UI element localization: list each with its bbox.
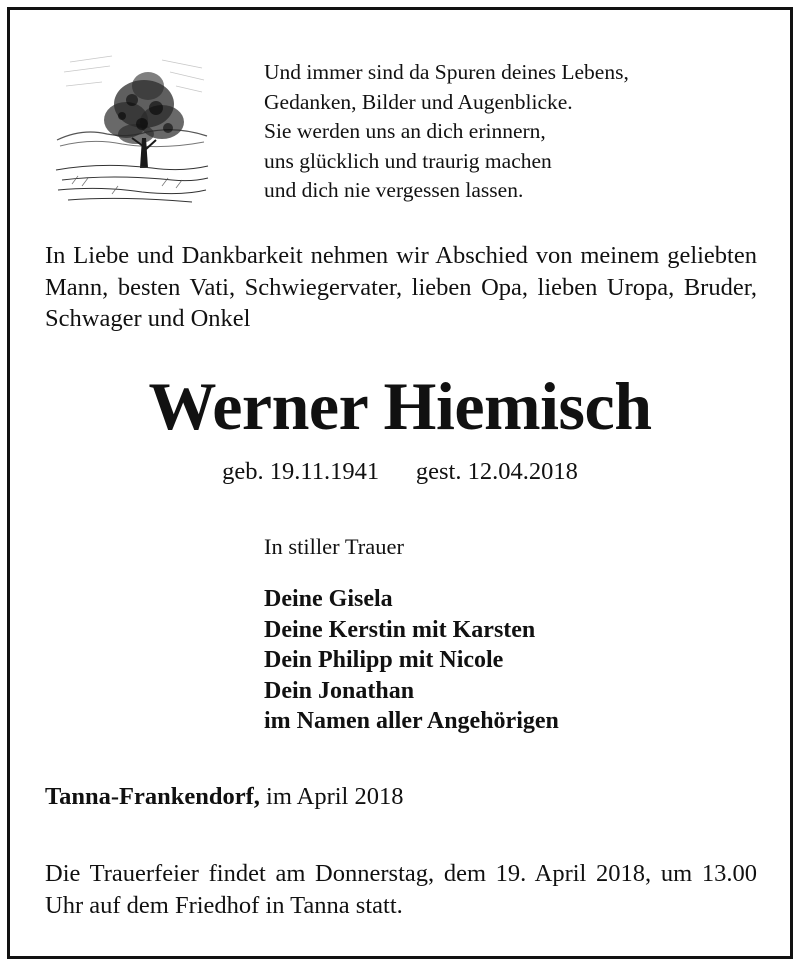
mourner: Dein Jonathan [264, 677, 415, 704]
month-year: im April 2018 [259, 783, 404, 810]
life-dates [0, 456, 800, 488]
poem [264, 58, 629, 206]
ceremony-info: Die Trauerfeier findet am Donnerstag, dem 19. April 2018, um 13.00 Uhr auf dem Friedhof in Tanna statt. [45, 860, 757, 919]
place-date [45, 781, 404, 813]
mourner: Deine Gisela [264, 586, 393, 612]
mourner: Deine Kerstin mit Karsten [264, 616, 536, 643]
intro-text: In Liebe und Dankbarkeit nehmen wir Abschied von meinem geliebten Mann, besten Vati, Schwiegervater, lieben Opa, lieben Uropa, Bruder, Schwager und Onkel [45, 242, 757, 332]
mourning-label: In stiller Trauer [264, 534, 404, 559]
poem-line: und dich nie vergessen lassen. [264, 178, 524, 202]
death-date: gest. 12.04.2018 [415, 458, 578, 485]
mourner: Dein Philipp mit Nicole [264, 647, 504, 674]
town-name: Tanna-Frankendorf, [45, 783, 260, 810]
deceased-name: Werner Hiemisch [148, 368, 652, 444]
poem-line: uns glücklich und traurig machen [264, 148, 552, 173]
mourner: im Namen aller Angehörigen [264, 708, 559, 735]
birth-date: geb. 19.11.1941 [222, 458, 380, 485]
poem-line: Und immer sind da Spuren deines Lebens, [264, 60, 629, 84]
poem-line: Sie werden uns an dich erinnern, [264, 119, 546, 143]
tree-illustration [52, 42, 212, 212]
poem-line: Gedanken, Bilder und Augenblicke. [264, 89, 573, 114]
mourners-list [264, 584, 559, 737]
